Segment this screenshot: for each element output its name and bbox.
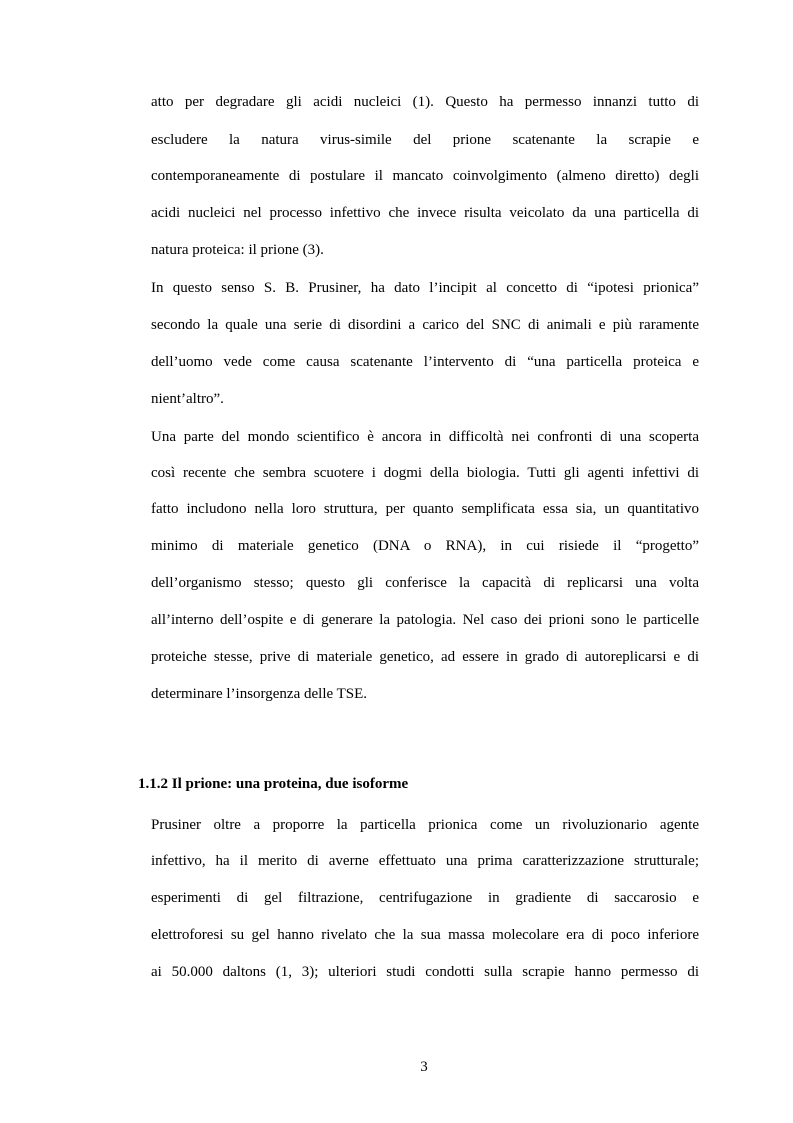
paragraph-3-line: dell’organismo stesso; questo gli conferisce la capacità di replicarsi una volta [151, 575, 699, 591]
paragraph-3-line: all’interno dell’ospite e di generare la patologia. Nel caso dei prioni sono le particelle [151, 612, 699, 628]
document-page [138, 0, 699, 1123]
paragraph-3-line: proteiche stesse, prive di materiale genetico, ad essere in grado di autoreplicarsi e di [151, 649, 699, 665]
paragraph-3-line: minimo di materiale genetico (DNA o RNA), in cui risiede il “progetto” [151, 538, 699, 554]
paragraph-2-line: secondo la quale una serie di disordini a carico del SNC di animali e più raramente [151, 317, 699, 333]
paragraph-4-line: elettroforesi su gel hanno rivelato che la sua massa molecolare era di poco inferiore [151, 927, 699, 943]
paragraph-4-line: infettivo, ha il merito di averne effettuato una prima caratterizzazione strutturale; [151, 853, 699, 869]
section-heading: 1.1.2 Il prione: una proteina, due isoforme [138, 776, 409, 792]
paragraph-4-line: Prusiner oltre a proporre la particella prionica come un rivoluzionario agente [151, 817, 699, 833]
paragraph-1-line: natura proteica: il prione (3). [151, 242, 324, 258]
paragraph-2-line: nient’altro”. [151, 391, 224, 407]
paragraph-1-line: acidi nucleici nel processo infettivo che invece risulta veicolato da una particella di [151, 205, 699, 221]
paragraph-3-line: fatto includono nella loro struttura, per quanto semplificata essa sia, un quantitativo [151, 501, 699, 517]
paragraph-1-line: escludere la natura virus-simile del prione scatenante la scrapie e [151, 132, 699, 148]
page-number: 3 [420, 1059, 428, 1075]
paragraph-1-line: contemporaneamente di postulare il mancato coinvolgimento (almeno diretto) degli [151, 168, 699, 184]
paragraph-2-line: In questo senso S. B. Prusiner, ha dato l’incipit al concetto di “ipotesi prionica” [151, 280, 699, 296]
paragraph-3-line: così recente che sembra scuotere i dogmi della biologia. Tutti gli agenti infettivi di [151, 465, 699, 481]
paragraph-4-line: ai 50.000 daltons (1, 3); ulteriori studi condotti sulla scrapie hanno permesso di [151, 964, 699, 980]
paragraph-3-line: Una parte del mondo scientifico è ancora in difficoltà nei confronti di una scoperta [151, 429, 699, 445]
paragraph-1-line: atto per degradare gli acidi nucleici (1). Questo ha permesso innanzi tutto di [151, 94, 699, 110]
paragraph-3-line: determinare l’insorgenza delle TSE. [151, 686, 368, 702]
paragraph-2-line: dell’uomo vede come causa scatenante l’intervento di “una particella proteica e [151, 354, 699, 370]
paragraph-4-line: esperimenti di gel filtrazione, centrifugazione in gradiente di saccarosio e [151, 890, 699, 906]
